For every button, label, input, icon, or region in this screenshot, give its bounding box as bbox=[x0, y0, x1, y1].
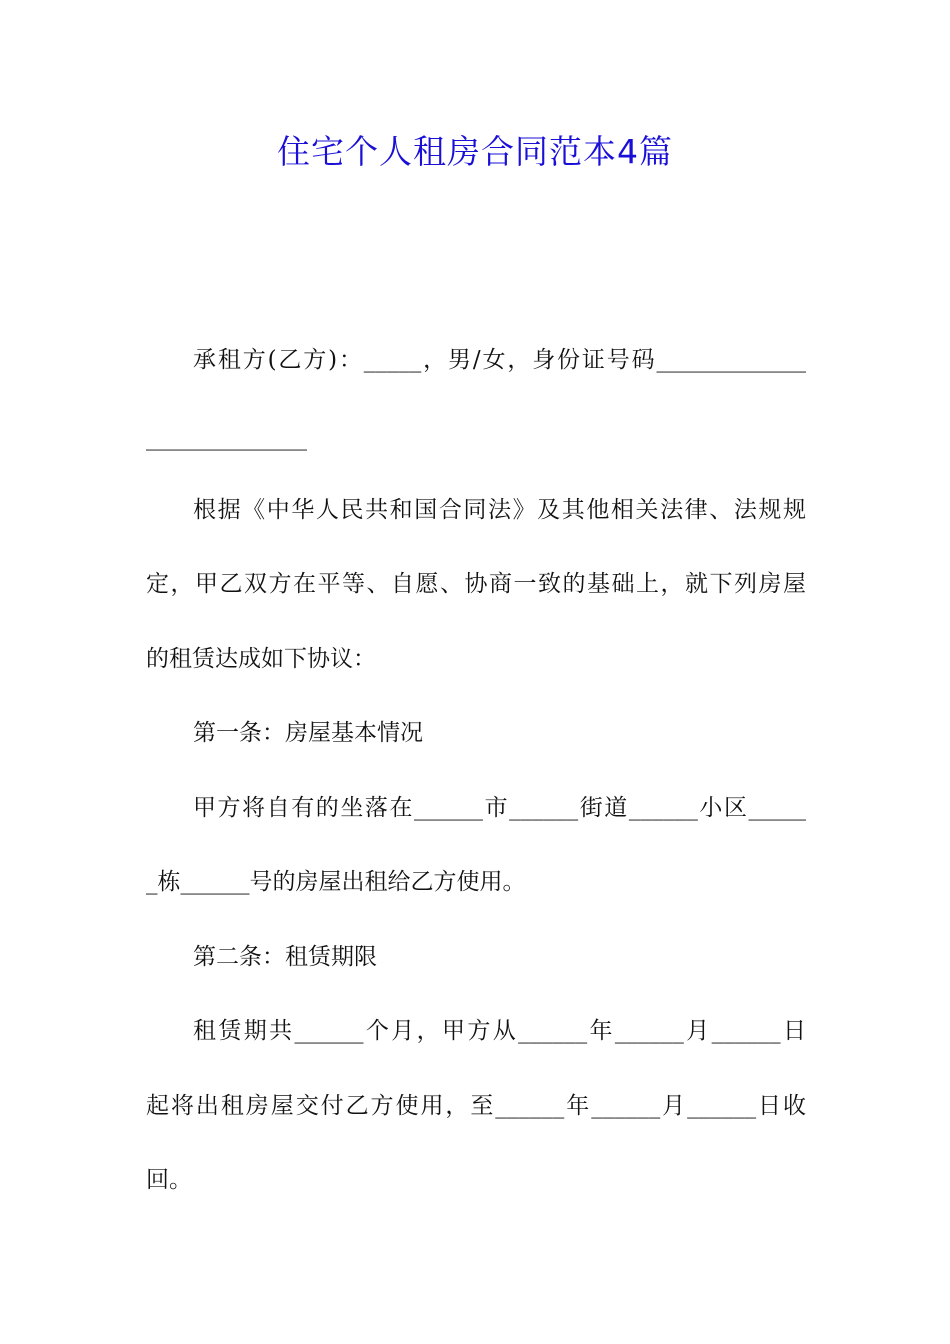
paragraph-lessee-line-1: 承租方(乙方)：_____，男/女，身份证号码_____________ bbox=[193, 347, 806, 373]
paragraph-lessee-line-2: ______________ bbox=[146, 425, 307, 451]
document-title: 住宅个人租房合同范本4篇 bbox=[277, 132, 673, 171]
paragraph-term-line-1: 租赁期共______个月，甲方从______年______月______日 bbox=[193, 1018, 806, 1044]
section-heading-1: 第一条：房屋基本情况 bbox=[193, 720, 423, 746]
paragraph-term-line-3: 回。 bbox=[146, 1167, 192, 1193]
section-heading-2: 第二条：租赁期限 bbox=[193, 944, 377, 970]
paragraph-term-line-2: 起将出租房屋交付乙方使用，至______年______月______日收 bbox=[146, 1093, 806, 1119]
paragraph-basis-line-1: 根据《中华人民共和国合同法》及其他相关法律、法规规 bbox=[193, 497, 806, 523]
paragraph-house-line-2: _栋______号的房屋出租给乙方使用。 bbox=[146, 869, 526, 895]
paragraph-basis-line-2: 定，甲乙双方在平等、自愿、协商一致的基础上，就下列房屋 bbox=[146, 571, 806, 597]
paragraph-basis-line-3: 的租赁达成如下协议： bbox=[146, 646, 376, 672]
paragraph-house-line-1: 甲方将自有的坐落在______市______街道______小区_____ bbox=[193, 795, 806, 821]
